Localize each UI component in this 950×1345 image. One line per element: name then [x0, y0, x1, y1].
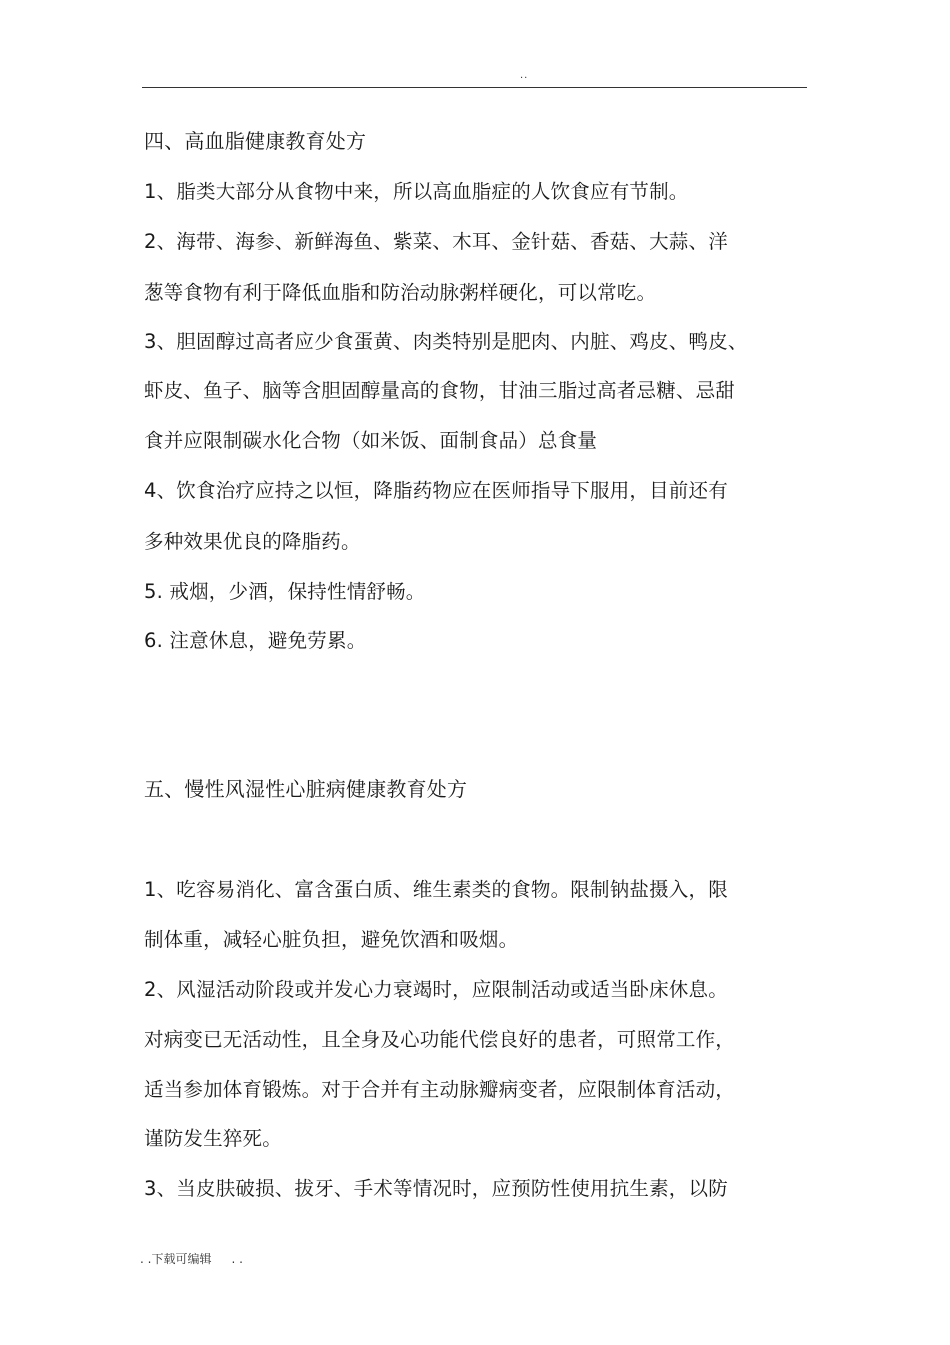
section-4-line: 多种效果优良的降脂药。 — [144, 530, 361, 553]
header-mark: .. — [520, 70, 529, 81]
section-4-line: 2、海带、海参、新鲜海鱼、紫菜、木耳、金针菇、香菇、大蒜、洋 — [144, 230, 728, 253]
section-4-line: 3、胆固醇过高者应少食蛋黄、肉类特别是肥肉、内脏、鸡皮、鸭皮、 — [144, 330, 748, 353]
section-5-line: 制体重，减轻心脏负担，避免饮酒和吸烟。 — [144, 928, 519, 951]
section-4-line: 4、饮食治疗应持之以恒，降脂药物应在医师指导下服用，目前还有 — [144, 479, 728, 502]
section-4-line: 5. 戒烟，少酒，保持性情舒畅。 — [144, 580, 426, 603]
section-4-line: 葱等食物有利于降低血脂和防治动脉粥样硬化，可以常吃。 — [144, 281, 657, 304]
section-5-line: 对病变已无活动性，且全身及心功能代偿良好的患者，可照常工作， — [144, 1028, 736, 1051]
section-4-line: 6. 注意休息，避免劳累。 — [144, 629, 367, 652]
section-5-line: 谨防发生猝死。 — [144, 1127, 282, 1150]
header-divider — [142, 87, 807, 88]
section-4-title: 四、高血脂健康教育处方 — [144, 129, 367, 153]
section-4-line: 食并应限制碳水化合物（如米饭、面制食品）总食量 — [144, 429, 598, 452]
section-5-line: 适当参加体育锻炼。对于合并有主动脉瓣病变者，应限制体育活动， — [144, 1078, 736, 1101]
section-4-line: 1、脂类大部分从食物中来，所以高血脂症的人饮食应有节制。 — [144, 180, 689, 203]
section-5-title: 五、慢性风湿性心脏病健康教育处方 — [144, 777, 468, 801]
section-5-line: 2、风湿活动阶段或并发心力衰竭时，应限制活动或适当卧床休息。 — [144, 978, 728, 1001]
section-4-line: 虾皮、鱼子、脑等含胆固醇量高的食物，甘油三脂过高者忌糖、忌甜 — [144, 379, 736, 402]
page-footer — [140, 1250, 243, 1267]
footer-left-text: . .下载可编辑 — [140, 1252, 212, 1266]
footer-right-text: . . — [231, 1252, 243, 1266]
section-5-line: 1、吃容易消化、富含蛋白质、维生素类的食物。限制钠盐摄入，限 — [144, 878, 728, 901]
section-5-line: 3、当皮肤破损、拔牙、手术等情况时，应预防性使用抗生素，以防 — [144, 1177, 728, 1200]
